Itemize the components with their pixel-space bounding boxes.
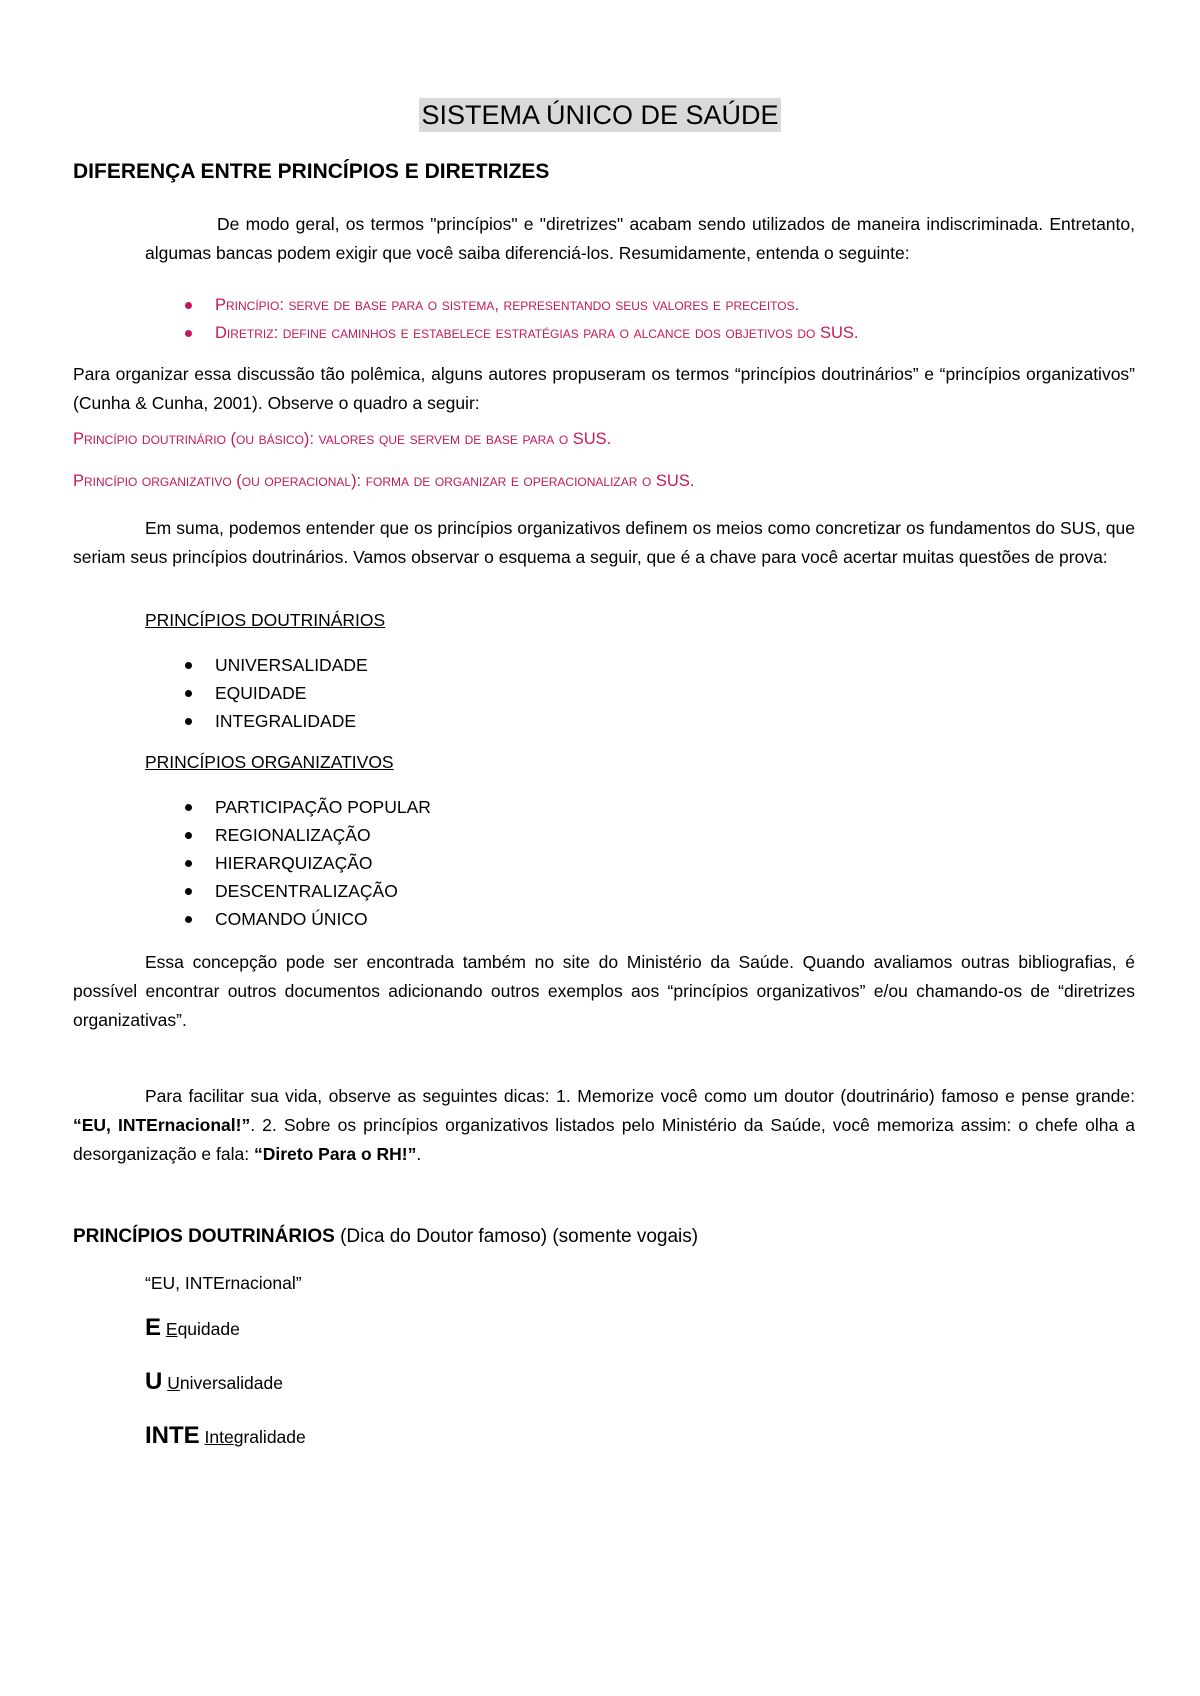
list-item xyxy=(185,706,356,736)
list-item-text: EQUIDADE xyxy=(215,682,307,703)
tips-bold-2: “Direto Para o RH!” xyxy=(253,1144,417,1164)
mnemonic-item xyxy=(145,1422,306,1450)
list-item xyxy=(185,650,368,680)
document-title: SISTEMA ÚNICO DE SAÚDE xyxy=(421,100,779,130)
ministerio-text: Essa concepção pode ser encontrada também no site do Ministério da Saúde. Quando avaliamos outras bibliografias, é possível encontrar outros documentos adicionando outros exemplos aos “princípios organizativos” e/ou chamando-os de “diretrizes organizativas”. xyxy=(73,952,1135,1030)
mnemonic-underlined: Inte xyxy=(204,1427,234,1447)
mnemonic-heading-line xyxy=(73,1226,698,1248)
list-item xyxy=(185,678,306,708)
bullet-icon xyxy=(185,330,192,337)
tips-text-1: Para facilitar sua vida, observe as seguintes dicas: 1. Memorize você como um doutor (doutrinário) famoso e pense grande: xyxy=(145,1086,1135,1106)
bullet-icon xyxy=(185,662,192,669)
list-item-text: COMANDO ÚNICO xyxy=(215,908,368,929)
mnemonic-heading: PRINCÍPIOS DOUTRINÁRIOS xyxy=(73,1226,335,1247)
organize-paragraph: Para organizar essa discussão tão polêmica, alguns autores propuseram os termos “princípios doutrinários” e “princípios organizativos” (Cunha & Cunha, 2001). Observe o quadro a seguir: xyxy=(73,364,1135,413)
mnemonic-rest: quidade xyxy=(177,1319,240,1339)
principle-doutrinario-text: Princípio doutrinário (ou básico): valores que servem de base para o SUS. xyxy=(73,430,612,448)
intro-paragraph xyxy=(145,210,1135,268)
list-item xyxy=(185,904,368,934)
mnemonic-underlined: E xyxy=(165,1319,178,1339)
list-item-text: DESCENTRALIZAÇÃO xyxy=(215,880,398,901)
list-item xyxy=(185,820,371,850)
bullet-icon xyxy=(185,718,192,725)
tips-text-2: . 2. Sobre os princípios organizativos listados pelo Ministério da Saúde, você memoriza assim: o chefe olha a desorganização e fala: xyxy=(73,1115,1135,1164)
list-item xyxy=(185,848,373,878)
mnemonic-rest: niversalidade xyxy=(179,1373,283,1393)
list-item-text: REGIONALIZAÇÃO xyxy=(215,824,371,845)
list-item-text: UNIVERSALIDADE xyxy=(215,654,368,675)
definition-item xyxy=(185,290,799,320)
list-item-text: HIERARQUIZAÇÃO xyxy=(215,852,373,873)
list-item xyxy=(185,792,431,822)
principle-organizativo-text: Princípio organizativo (ou operacional): forma de organizar e operacionalizar o SUS. xyxy=(73,472,695,490)
doutrinarios-heading: PRINCÍPIOS DOUTRINÁRIOS xyxy=(145,610,386,630)
organizativos-heading: PRINCÍPIOS ORGANIZATIVOS xyxy=(145,752,394,772)
mnemonic-quote: “EU, INTErnacional” xyxy=(145,1273,302,1293)
ministerio-paragraph xyxy=(73,948,1135,1035)
bullet-icon xyxy=(185,888,192,895)
list-item xyxy=(185,876,398,906)
section-heading: DIFERENÇA ENTRE PRINCÍPIOS E DIRETRIZES xyxy=(73,160,550,183)
mnemonic-item xyxy=(145,1314,240,1342)
definition-text: Princípio: serve de base para o sistema, representando seus valores e preceitos. xyxy=(215,295,800,314)
intro-text: De modo geral, os termos "princípios" e "diretrizes" acabam sendo utilizados de maneira indiscriminada. Entretanto, algumas bancas podem exigir que você saiba diferenciá-los. Resumidamente, entenda o seguinte: xyxy=(145,214,1135,263)
bullet-icon xyxy=(185,832,192,839)
document-title-wrap xyxy=(0,98,1200,132)
bullet-icon xyxy=(185,916,192,923)
bullet-icon xyxy=(185,690,192,697)
list-item-text: INTEGRALIDADE xyxy=(215,710,356,731)
mnemonic-rest: gralidade xyxy=(233,1427,306,1447)
tips-text-3: . xyxy=(416,1144,422,1164)
summary-paragraph xyxy=(73,514,1135,572)
mnemonic-note: (Dica do Doutor famoso) (somente vogais) xyxy=(334,1226,699,1247)
mnemonic-letter: U xyxy=(145,1368,163,1395)
definition-item xyxy=(185,318,858,348)
mnemonic-item xyxy=(145,1368,283,1396)
mnemonic-letter: E xyxy=(145,1314,162,1341)
mnemonic-underlined: U xyxy=(167,1373,180,1393)
bullet-icon xyxy=(185,302,192,309)
summary-text: Em suma, podemos entender que os princípios organizativos definem os meios como concretizar os fundamentos do SUS, que seriam seus princípios doutrinários. Vamos observar o esquema a seguir, que é a chave para você acertar muitas questões de prova: xyxy=(73,518,1135,567)
bullet-icon xyxy=(185,804,192,811)
bullet-icon xyxy=(185,860,192,867)
tips-bold-1: “EU, INTErnacional!” xyxy=(73,1115,251,1135)
definition-text: Diretriz: define caminhos e estabelece estratégias para o alcance dos objetivos do SUS. xyxy=(215,323,859,342)
mnemonic-letter: INTE xyxy=(145,1422,200,1449)
list-item-text: PARTICIPAÇÃO POPULAR xyxy=(215,796,431,817)
tips-paragraph xyxy=(73,1082,1135,1169)
